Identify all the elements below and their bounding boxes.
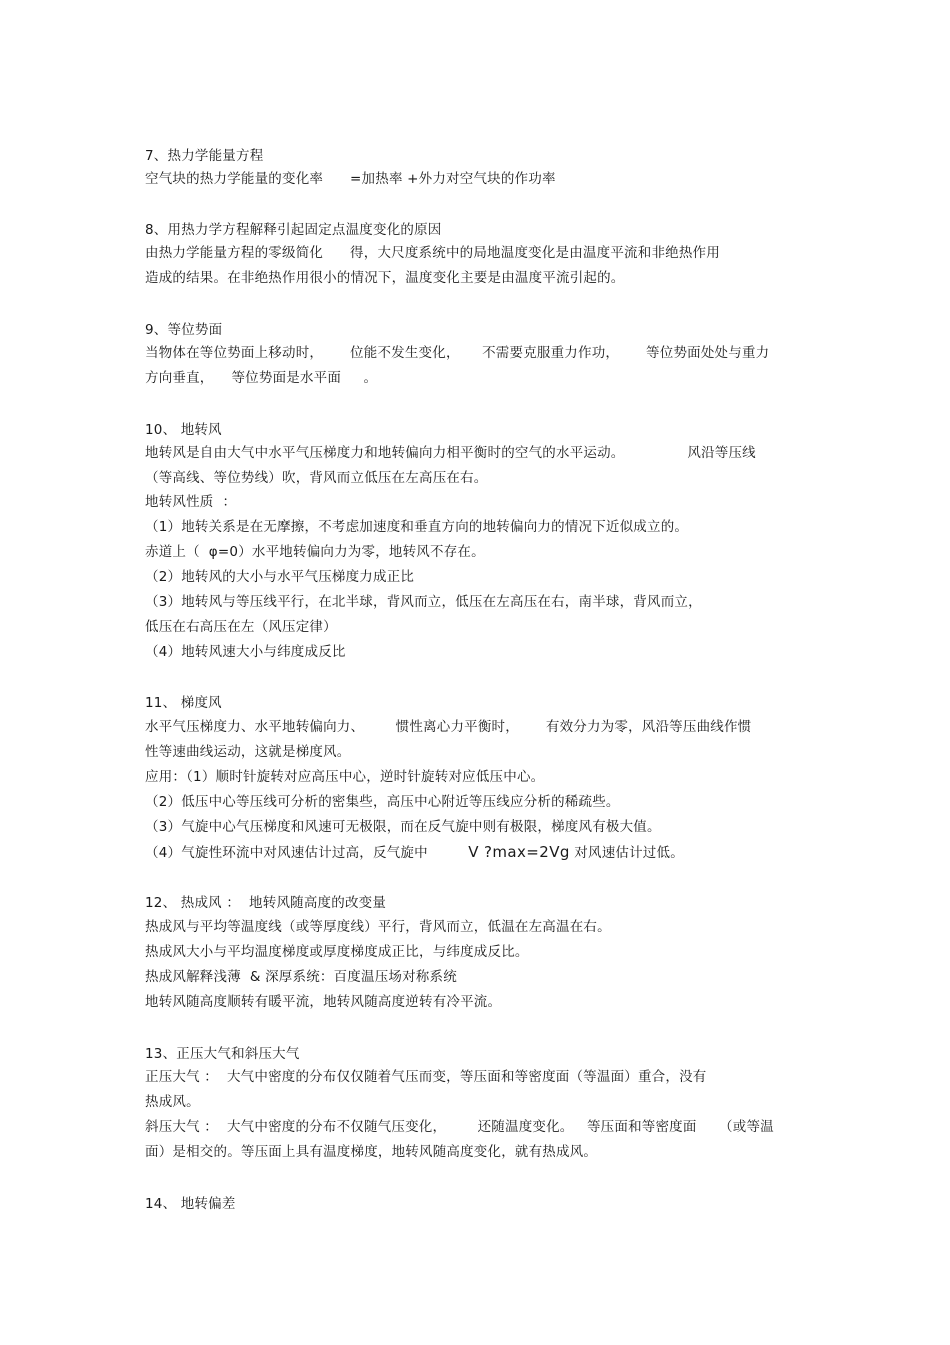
section-12-line-4: 地转风随高度顺转有暖平流，地转风随高度逆转有冷平流。 xyxy=(145,994,502,1010)
section-11-line-4: （2）低压中心等压线可分析的密集些，高压中心附近等压线应分析的稀疏些。 xyxy=(145,794,620,810)
section-heading-10: 10、 地转风 xyxy=(145,422,222,438)
section-10-line-9: （4）地转风速大小与纬度成反比 xyxy=(145,644,346,660)
section-11-line-3: 应用：（1）顺时针旋转对应高压中心，逆时针旋转对应低压中心。 xyxy=(145,769,545,785)
section-11-line-1: 水平气压梯度力、水平地转偏向力、 惯性离心力平衡时， 有效分力为零，风沿等压曲线作惯 xyxy=(145,719,752,735)
section-10-line-1: 地转风是自由大气中水平气压梯度力和地转偏向力相平衡时的空气的水平运动。 风沿等压线 xyxy=(145,445,756,461)
section-11-line-2: 性等速曲线运动，这就是梯度风。 xyxy=(145,744,351,760)
section-10-line-5: 赤道上（ φ=0）水平地转偏向力为零，地转风不存在。 xyxy=(145,544,485,560)
section-heading-13: 13、正压大气和斜压大气 xyxy=(145,1046,300,1062)
section-10-line-4: （1）地转关系是在无摩擦，不考虑加速度和垂直方向的地转偏向力的情况下近似成立的。 xyxy=(145,519,689,535)
section-heading-7: 7、热力学能量方程 xyxy=(145,148,264,164)
section-9-line-1: 当物体在等位势面上移动时， 位能不发生变化， 不需要克服重力作功， 等位势面处处与重力 xyxy=(145,345,770,361)
section-12-line-1: 热成风与平均等温度线（或等厚度线）平行，背风而立，低温在左高温在右。 xyxy=(145,919,611,935)
section-10-line-3: 地转风性质 ： xyxy=(145,494,237,510)
formula-text: V ?max=2Vg xyxy=(468,843,570,861)
section-10-line-7: （3）地转风与等压线平行，在北半球，背风而立，低压在左高压在右，南半球，背风而立， xyxy=(145,594,702,610)
section-heading-11: 11、 梯度风 xyxy=(145,695,222,711)
formula-line-suffix: 对风速估计过低。 xyxy=(569,845,684,861)
section-11-line-5: （3）气旋中心气压梯度和风速可无极限，而在反气旋中则有极限，梯度风有极大值。 xyxy=(145,819,661,835)
section-13-line-1: 正压大气 ： 大气中密度的分布仅仅随着气压而变，等压面和等密度面（等温面）重合，没有 xyxy=(145,1069,707,1085)
section-10-line-6: （2）地转风的大小与水平气压梯度力成正比 xyxy=(145,569,415,585)
section-7-line-1: 空气块的热力学能量的变化率 =加热率 +外力对空气块的作功率 xyxy=(145,171,556,187)
section-heading-12: 12、 热成风 ： 地转风随高度的改变量 xyxy=(145,895,387,911)
section-13-line-3: 斜压大气 ： 大气中密度的分布不仅随气压变化， 还随温度变化。 等压面和等密度面 （或等温 xyxy=(145,1119,774,1135)
section-8-line-1: 由热力学能量方程的零级简化 得，大尺度系统中的局地温度变化是由温度平流和非绝热作用 xyxy=(145,245,720,261)
section-10-line-8: 低压在右高压在左（风压定律） xyxy=(145,619,337,635)
section-heading-8: 8、用热力学方程解释引起固定点温度变化的原因 xyxy=(145,222,442,238)
section-8-line-2: 造成的结果。在非绝热作用很小的情况下，温度变化主要是由温度平流引起的。 xyxy=(145,270,625,286)
section-11-formula-line xyxy=(145,843,684,862)
section-13-line-2: 热成风。 xyxy=(145,1094,200,1110)
section-heading-9: 9、等位势面 xyxy=(145,322,223,338)
section-heading-14: 14、 地转偏差 xyxy=(145,1196,236,1212)
formula-line-prefix: （4）气旋性环流中对风速估计过高，反气旋中 xyxy=(145,845,469,861)
section-9-line-2: 方向垂直， 等位势面是水平面 。 xyxy=(145,370,378,386)
section-13-line-4: 面）是相交的。等压面上具有温度梯度，地转风随高度变化，就有热成风。 xyxy=(145,1144,598,1160)
section-10-line-2: （等高线、等位势线）吹，背风而立低压在左高压在右。 xyxy=(145,470,488,486)
section-12-line-3: 热成风解释浅薄 & 深厚系统：百度温压场对称系统 xyxy=(145,969,457,985)
section-12-line-2: 热成风大小与平均温度梯度或厚度梯度成正比，与纬度成反比。 xyxy=(145,944,529,960)
